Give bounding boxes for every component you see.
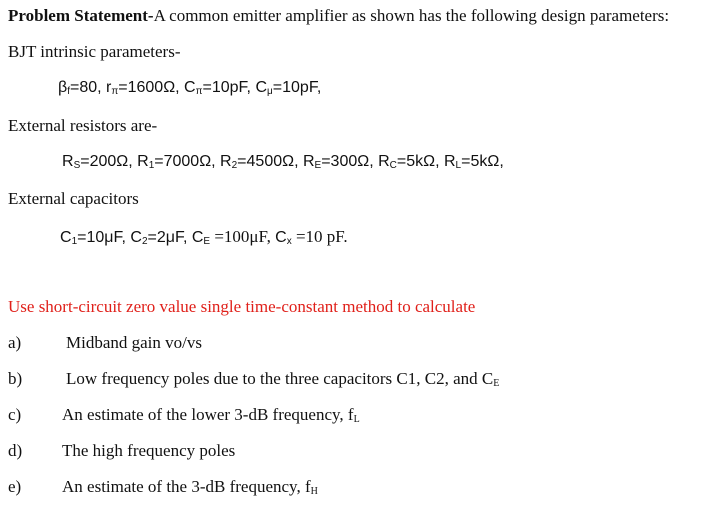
r2-sub: 2 [231, 160, 238, 171]
task-text-wrap [62, 477, 318, 497]
ce-sub: E [203, 236, 211, 247]
re-symbol: R [302, 153, 315, 170]
task-text: An estimate of the 3-dB frequency, f [62, 477, 311, 496]
problem-statement-title [8, 6, 669, 26]
rl-value: =5kΩ, [461, 153, 504, 170]
cx-symbol: C [275, 229, 287, 246]
task-text: The high frequency poles [62, 441, 236, 460]
bjt-params [58, 79, 321, 97]
task-text: Midband gain vo/vs [66, 333, 202, 352]
rpi-sub: π [111, 86, 119, 97]
capacitor-params [60, 227, 348, 247]
ce-value: =100μF, [210, 227, 276, 246]
title-bold: Problem Statement- [8, 6, 154, 25]
c2-sub: 2 [141, 236, 148, 247]
rpi-value: =1600Ω, [118, 79, 185, 96]
c2-value: =2μF, [147, 229, 192, 246]
rpi-symbol: r [106, 79, 112, 96]
c1-sub: 1 [71, 236, 78, 247]
rc-symbol: R [378, 153, 390, 170]
beta-symbol: β [58, 79, 68, 96]
task-label: e) [8, 477, 22, 496]
instruction-text: Use short-circuit zero value single time-constant method to calculate [8, 297, 476, 316]
task-subscript: E [493, 378, 500, 389]
re-value: =300Ω, [321, 153, 379, 170]
r1-symbol: R [137, 153, 149, 170]
title-rest: A common emitter amplifier as shown has the following design parameters: [153, 6, 670, 25]
task-label: c) [8, 405, 22, 424]
task-text: An estimate of the lower 3-dB frequency, f [62, 405, 354, 424]
cmu-value: =10pF, [272, 79, 322, 96]
rl-sub: L [455, 160, 462, 171]
c2-symbol: C [130, 229, 142, 246]
rs-sub: S [73, 160, 81, 171]
cx-sub: x [286, 236, 292, 247]
task-subscript: H [310, 486, 318, 497]
rs-value: =200Ω, [80, 153, 138, 170]
ce-symbol: C [191, 229, 204, 246]
r2-symbol: R [220, 153, 232, 170]
cmu-sub: μ [267, 86, 273, 97]
rl-symbol: R [443, 153, 456, 170]
rs-symbol: R [62, 153, 74, 170]
bjt-heading: BJT intrinsic parameters- [8, 42, 181, 61]
r1-value: =7000Ω, [154, 153, 221, 170]
task-subscript: L [353, 414, 360, 425]
task-text: Low frequency poles due to the three capacitors C1, C2, and C [66, 369, 494, 388]
rc-sub: C [389, 160, 397, 171]
task-text-wrap [62, 405, 360, 425]
cpi-value: =10pF, [202, 79, 256, 96]
c1-symbol: C [60, 229, 72, 246]
task-label: d) [8, 441, 23, 460]
beta-value: =80, [69, 79, 107, 96]
resistor-heading: External resistors are- [8, 116, 158, 135]
c1-value: =10μF, [77, 229, 131, 246]
beta-sub: f [67, 86, 70, 97]
task-label: a) [8, 333, 22, 352]
cpi-sub: π [195, 86, 203, 97]
resistor-params [62, 153, 504, 171]
cpi-symbol: C [184, 79, 196, 96]
cx-value: =10 pF. [291, 227, 348, 246]
cmu-symbol: C [255, 79, 268, 96]
rc-value: =5kΩ, [396, 153, 444, 170]
re-sub: E [314, 160, 322, 171]
task-label: b) [8, 369, 23, 388]
capacitor-heading: External capacitors [8, 189, 139, 208]
r2-value: =4500Ω, [237, 153, 303, 170]
task-text-wrap [66, 369, 499, 389]
r1-sub: 1 [148, 160, 155, 171]
